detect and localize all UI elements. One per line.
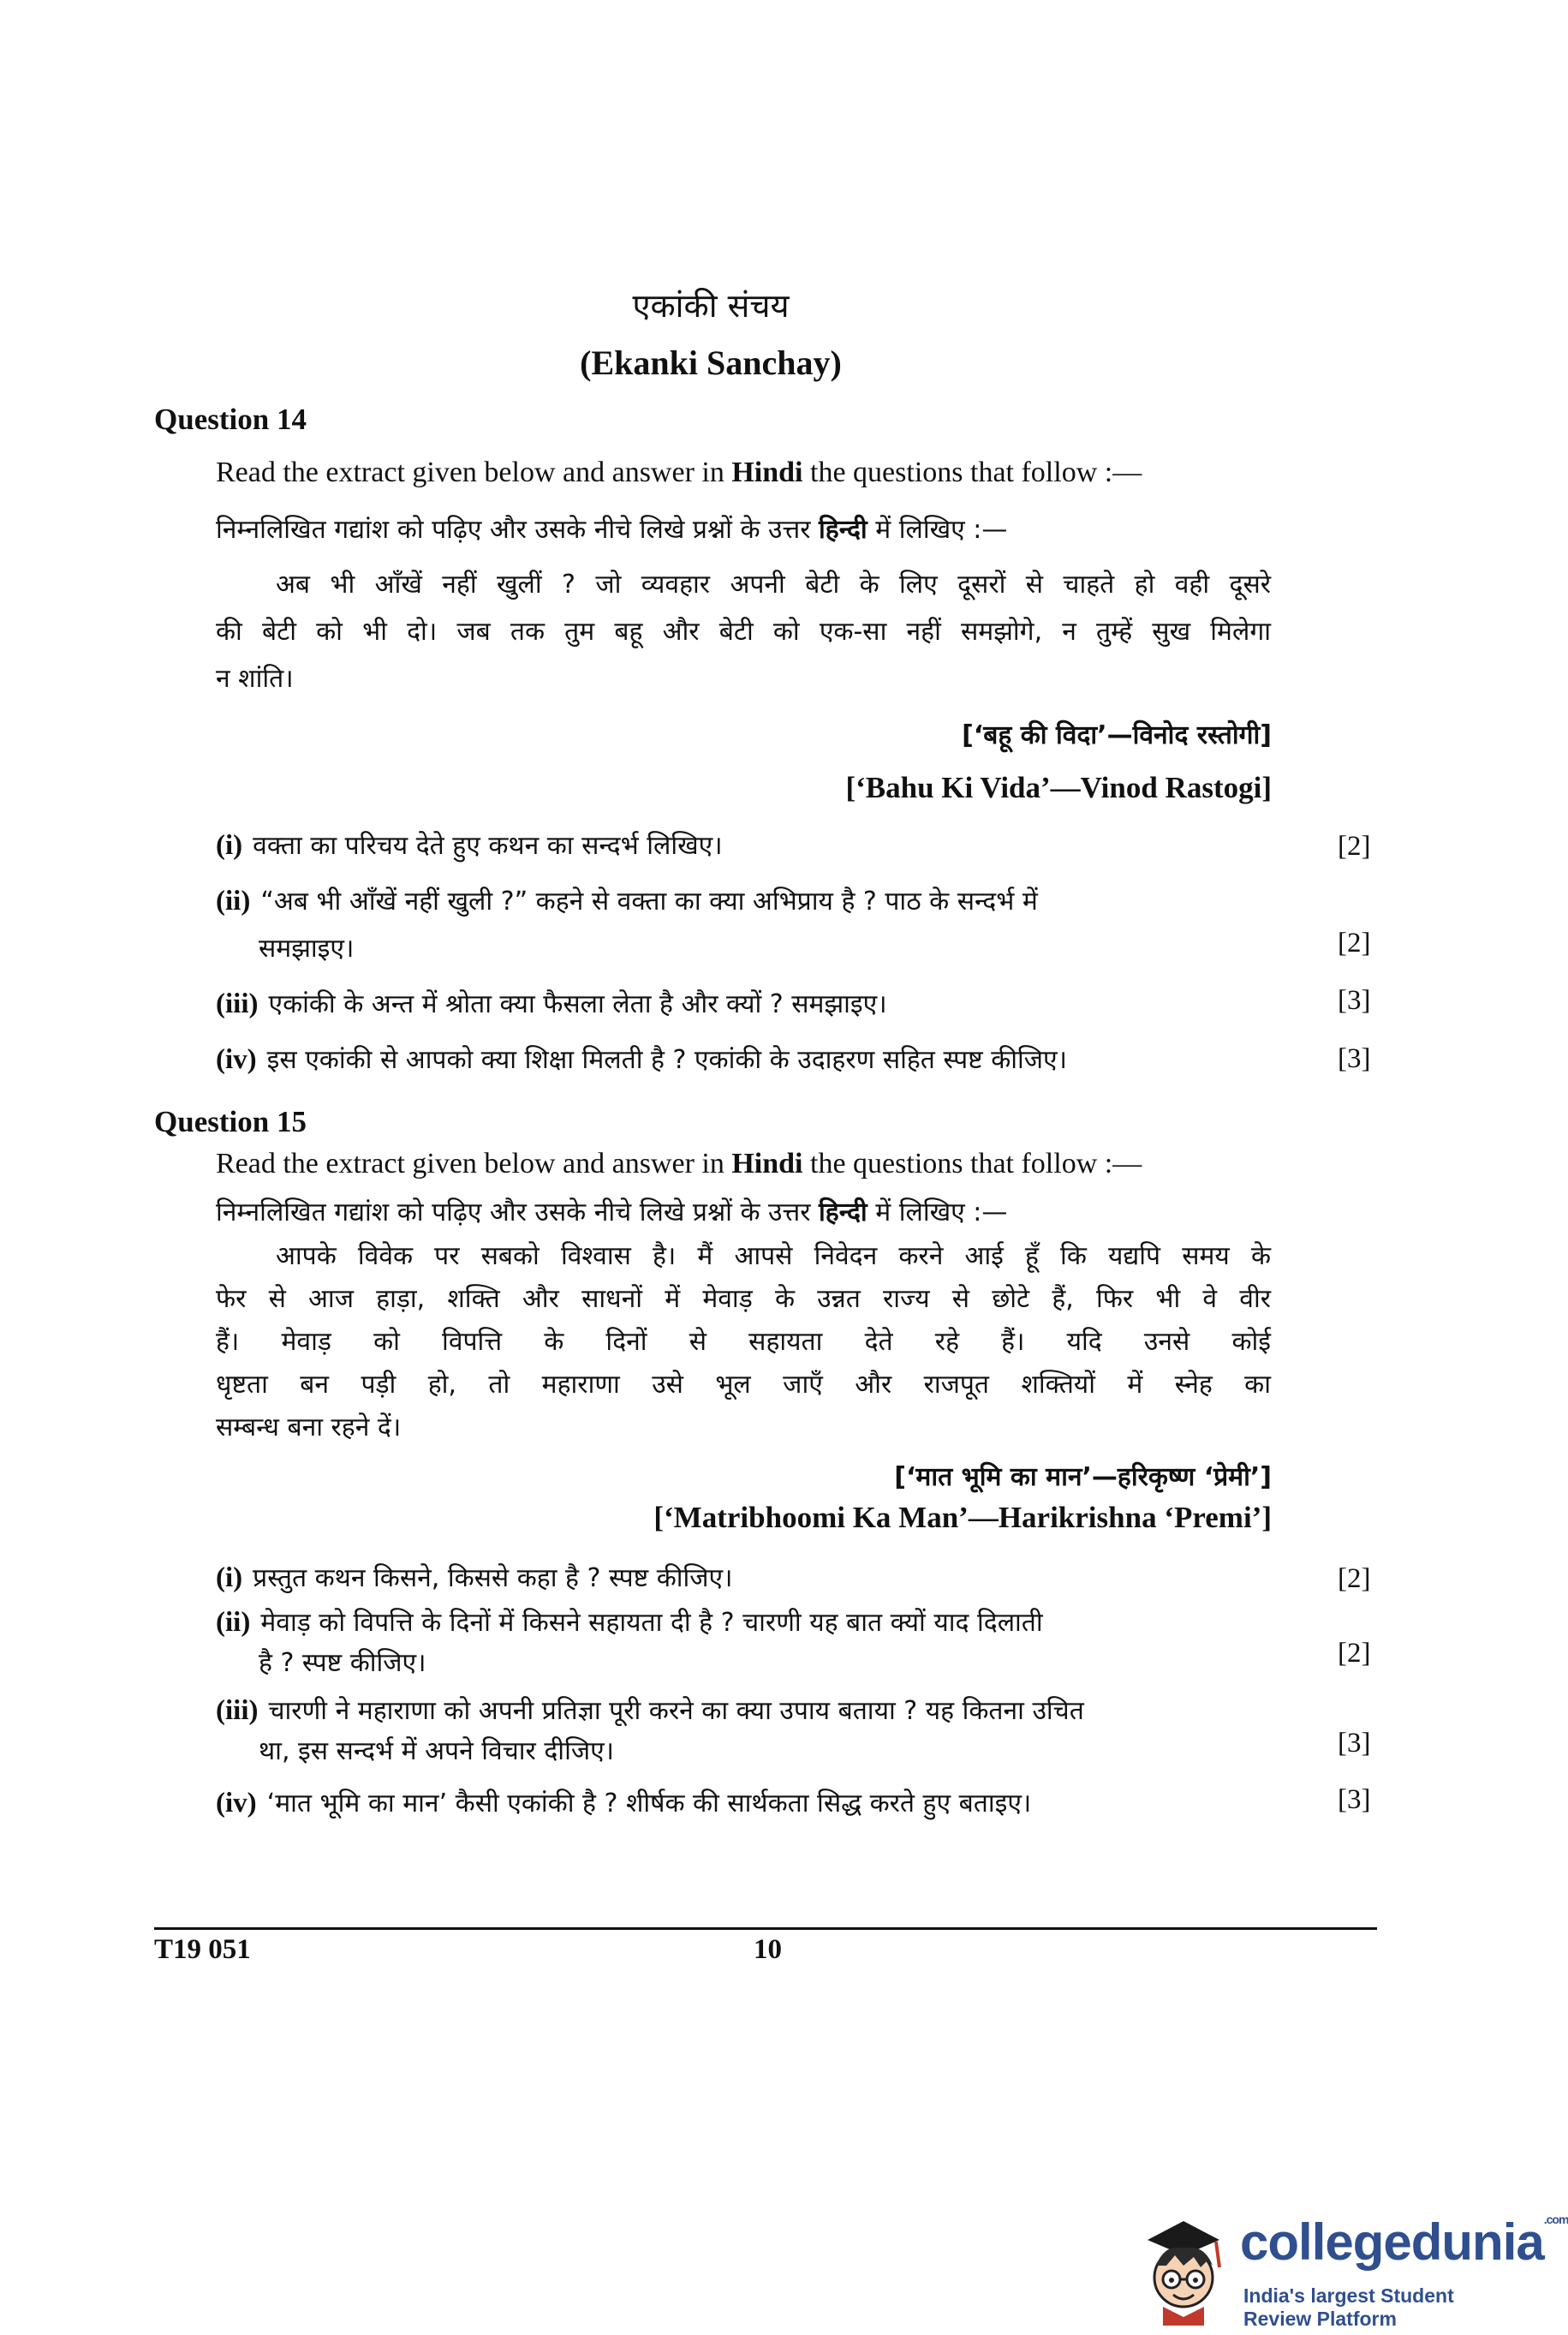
section-title-english: (Ekanki Sanchay): [580, 343, 842, 382]
paper-code: T19 051: [154, 1934, 251, 1965]
q14-marks-iii: [3]: [1338, 985, 1371, 1016]
q14-passage-line: न शांति।: [216, 664, 294, 694]
q14-marks-iv: [3]: [1338, 1043, 1371, 1074]
q14-item-i: (i) वक्ता का परिचय देते हुए कथन का सन्दर्भ लिखिए।: [216, 830, 723, 861]
question-15-heading: Question 15: [154, 1105, 307, 1138]
section-title-hindi: एकांकी संचय: [632, 287, 790, 325]
brand-name: collegedunia$^{.com}$: [1240, 2213, 1568, 2271]
q15-item-i: (i) प्रस्तुत कथन किसने, किससे कहा है ? स्पष्ट कीजिए।: [216, 1562, 733, 1593]
q15-marks-ii: [2]: [1338, 1638, 1371, 1669]
collegedunia-watermark: [1130, 2206, 1568, 2330]
q15-source-english: [‘Matribhoomi Ka Man’—Harikrishna ‘Premi’]: [653, 1501, 1272, 1534]
page-number: 10: [754, 1934, 782, 1965]
q14-marks-i: [2]: [1338, 831, 1371, 862]
q14-item-iii: (iii) एकांकी के अन्त में श्रोता क्या फैसला लेता है और क्यों ? समझाइए।: [216, 988, 887, 1019]
q15-item-iii: (iii) चारणी ने महाराणा को अपनी प्रतिज्ञा पूरी करने का क्या उपाय बताया ? यह कितना उचित था, इस सन्दर्भ में अपने विचार दीजिए।: [216, 1695, 1084, 1766]
q15-item-iv: (iv) ‘मात भूमि का मान’ कैसी एकांकी है ? शीर्षक की सार्थकता सिद्ध करते हुए बताइए।: [216, 1788, 1032, 1818]
mascot-icon: [1130, 2206, 1237, 2326]
q14-item-ii: (ii) “अब भी आँखें नहीं खुली ?” कहने से वक्ता का क्या अभिप्राय है ? पाठ के सन्दर्भ में समझाइए।: [216, 886, 1038, 964]
q15-passage-line: हैं। मेवाड़ को विपत्ति के दिनों से सहायता देते रहे हैं। यदि उनसे कोई: [216, 1327, 1271, 1357]
q14-instruction-hindi: निम्नलिखित गद्यांश को पढ़िए और उसके नीचे लिखे प्रश्नों के उत्तर हिन्दी में लिखिए :—: [216, 515, 1008, 545]
q15-instruction-hindi: निम्नलिखित गद्यांश को पढ़िए और उसके नीचे लिखे प्रश्नों के उत्तर हिन्दी में लिखिए :—: [216, 1197, 1008, 1227]
footer-rule: [154, 1927, 1377, 1930]
q14-item-iv: (iv) इस एकांकी से आपको क्या शिक्षा मिलती है ? एकांकी के उदाहरण सहित स्पष्ट कीजिए।: [216, 1044, 1068, 1075]
brand-tagline: India's largest Student Review Platform: [1243, 2284, 1454, 2330]
q15-item-ii: (ii) मेवाड़ को विपत्ति के दिनों में किसने सहायता दी है ? चारणी यह बात क्यों याद दिलाती है ? स्पष्ट कीजिए।: [216, 1607, 1043, 1678]
q14-passage-line: अब भी आँखें नहीं खुलीं ? जो व्यवहार अपनी बेटी के लिए दूसरों से चाहते हो वही दूसरे: [276, 570, 1271, 600]
q15-instruction-english: Read the extract given below and answer in Hindi the questions that follow :—: [216, 1148, 1142, 1179]
q15-passage-line: फेर से आज हाड़ा, शक्ति और साधनों में मेवाड़ के उन्नत राज्य से छोटे हैं, फिर भी वे वीर: [216, 1284, 1271, 1314]
q14-instruction-english: Read the extract given below and answer in Hindi the questions that follow :—: [216, 457, 1142, 488]
q14-source-hindi: [‘बहू की विदा’—विनोद रस्तोगी]: [962, 720, 1272, 750]
q15-passage-line: सम्बन्ध बना रहने दें।: [216, 1412, 402, 1442]
q14-source-english: [‘Bahu Ki Vida’—Vinod Rastogi]: [845, 771, 1272, 804]
q14-marks-ii: [2]: [1338, 928, 1371, 958]
question-14-heading: Question 14: [154, 403, 307, 436]
q15-passage-line: धृष्टता बन पड़ी हो, तो महाराणा उसे भूल जाएँ और राजपूत शक्तियों में स्नेह का: [216, 1370, 1271, 1400]
q15-marks-iv: [3]: [1338, 1784, 1371, 1815]
q15-marks-iii: [3]: [1338, 1728, 1371, 1759]
q15-marks-i: [2]: [1338, 1563, 1371, 1594]
q15-source-hindi: [‘मात भूमि का मान’—हरिकृष्ण ‘प्रेमी’]: [894, 1462, 1272, 1492]
q14-passage-line: की बेटी को भी दो। जब तक तुम बहू और बेटी को एक-सा नहीं समझोगे, न तुम्हें सुख मिलेगा: [216, 617, 1271, 647]
q15-passage-line: आपके विवेक पर सबको विश्वास है। मैं आपसे निवेदन करने आई हूँ कि यद्यपि समय के: [276, 1241, 1271, 1271]
